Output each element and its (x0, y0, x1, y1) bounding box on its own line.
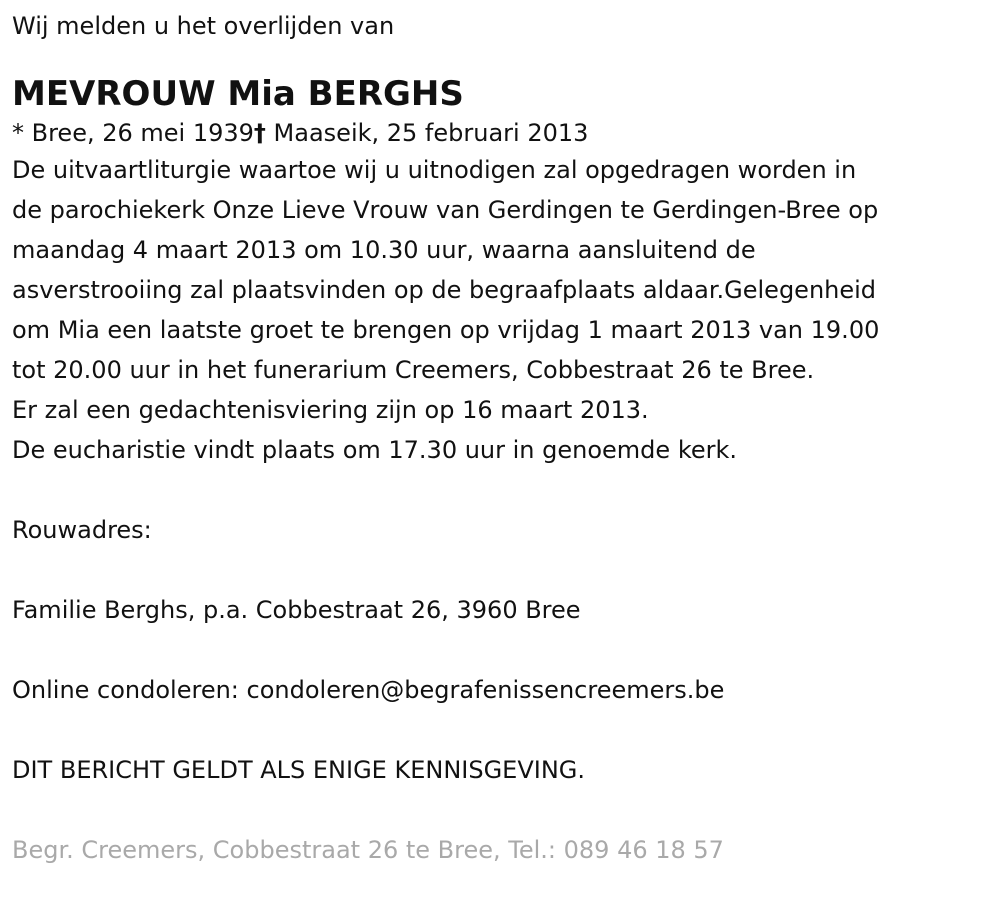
birth-info: * Bree, 26 mei 1939 (12, 119, 254, 147)
body-line: Er zal een gedachtenisviering zijn op 16 maart 2013. (12, 396, 649, 424)
spacer (12, 630, 988, 670)
spacer (12, 790, 988, 830)
body-line: de parochiekerk Onze Lieve Vrouw van Gerdingen te Gerdingen-Bree op (12, 196, 879, 224)
body-line: maandag 4 maart 2013 om 10.30 uur, waarna aansluitend de (12, 236, 756, 264)
body-line: om Mia een laatste groet te brengen op vrijdag 1 maart 2013 van 19.00 (12, 316, 880, 344)
mourning-address-label: Rouwadres: (12, 516, 152, 544)
mourning-address: Familie Berghs, p.a. Cobbestraat 26, 3960 Bree (12, 596, 581, 624)
body-line: tot 20.00 uur in het funerarium Creemers, Cobbestraat 26 te Bree. (12, 356, 815, 384)
death-info: Maaseik, 25 februari 2013 (265, 119, 589, 147)
spacer (12, 710, 988, 750)
life-dates (12, 116, 988, 150)
notice-text: DIT BERICHT GELDT ALS ENIGE KENNISGEVING. (12, 756, 586, 784)
body-line: De uitvaartliturgie waartoe wij u uitnodigen zal opgedragen worden in (12, 156, 857, 184)
funeral-details (12, 150, 988, 470)
intro-text: Wij melden u het overlijden van (12, 12, 395, 40)
spacer (12, 550, 988, 590)
online-condolence (12, 670, 988, 710)
condolence-label: Online condoleren: (12, 676, 247, 704)
funeral-home-footer: Begr. Creemers, Cobbestraat 26 te Bree, Tel.: 089 46 18 57 (12, 836, 724, 864)
condolence-email: condoleren@begrafenissencreemers.be (246, 676, 725, 704)
deceased-name: MEVROUW Mia BERGHS (12, 74, 464, 114)
cross-icon: † (253, 119, 266, 147)
body-line: De eucharistie vindt plaats om 17.30 uur in genoemde kerk. (12, 436, 738, 464)
spacer (12, 470, 988, 510)
body-line: asverstrooiing zal plaatsvinden op de begraafplaats aldaar.Gelegenheid (12, 276, 877, 304)
